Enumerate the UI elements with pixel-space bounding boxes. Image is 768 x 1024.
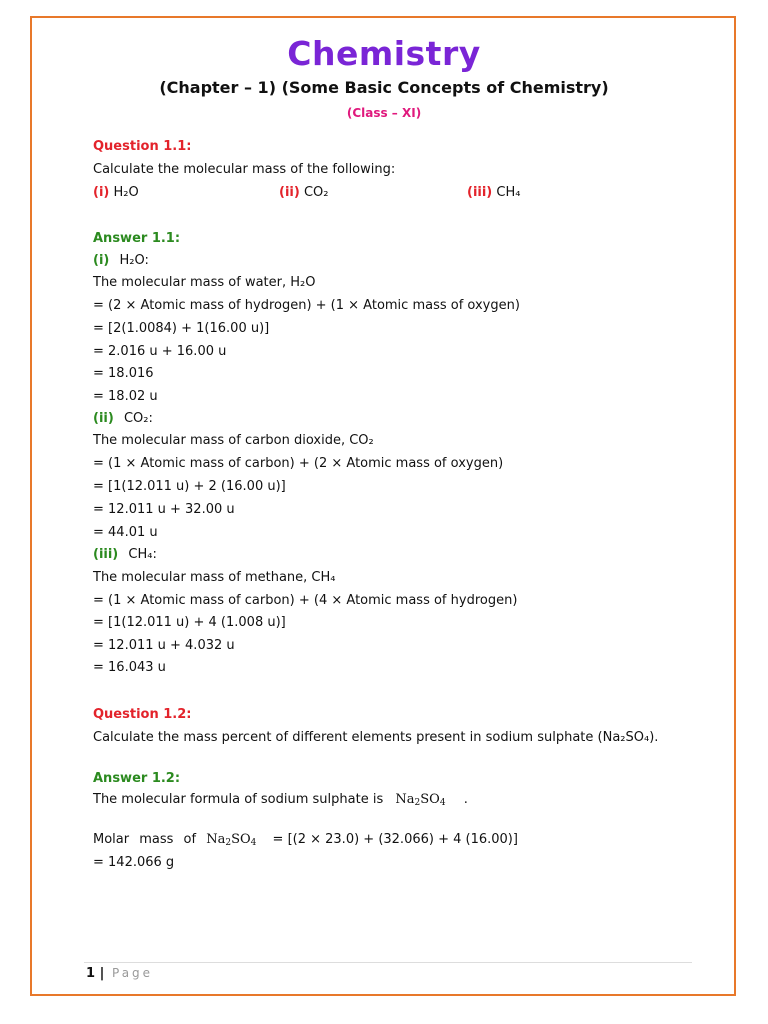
answer-line: = 44.01 u	[93, 525, 158, 540]
part-label: (i)	[93, 253, 110, 268]
answer-part-iii-heading	[93, 547, 157, 562]
answer-line: The molecular mass of water, H₂O	[93, 275, 316, 290]
answer-1-1-heading: Answer 1.1:	[93, 231, 181, 246]
item-formula: CO₂	[303, 185, 329, 200]
answer-line: The molecular mass of methane, CH₄	[93, 570, 336, 585]
item-formula: H₂O	[113, 185, 139, 200]
molar-expression: = [(2 × 23.0) + (32.066) + 4 (16.00)]	[272, 832, 518, 847]
formula-end: .	[463, 792, 468, 807]
page-number: 1 |	[86, 966, 105, 981]
part-label: (ii)	[93, 411, 114, 426]
answer-line: = (1 × Atomic mass of carbon) + (4 × Atomic mass of hydrogen)	[93, 593, 518, 608]
answer-line: = 12.011 u + 4.032 u	[93, 638, 235, 653]
item-label: (i)	[93, 185, 110, 200]
item-label: (ii)	[279, 185, 300, 200]
question-1-1-item-1	[93, 185, 139, 200]
answer-line: = [2(1.0084) + 1(16.00 u)]	[93, 321, 270, 336]
part-formula: CH₄:	[128, 547, 157, 562]
class-label: (Class – XI)	[346, 106, 422, 120]
item-label: (iii)	[467, 185, 493, 200]
answer-line: = 18.016	[93, 366, 154, 381]
molar-label: Molar mass of	[93, 832, 197, 847]
part-label: (iii)	[93, 547, 119, 562]
page-word: Page	[112, 966, 154, 980]
molar-mass-line	[93, 832, 518, 848]
chapter-subtitle: (Chapter – 1) (Some Basic Concepts of Chemistry)	[159, 78, 609, 97]
answer-line: = (1 × Atomic mass of carbon) + (2 × Atomic mass of oxygen)	[93, 456, 504, 471]
question-1-2-prompt: Calculate the mass percent of different elements present in sodium sulphate (Na₂SO₄).	[93, 730, 659, 745]
molar-result: = 142.066 g	[93, 855, 175, 870]
answer-line: = [1(12.011 u) + 4 (1.008 u)]	[93, 615, 286, 630]
answer-1-2-heading: Answer 1.2:	[93, 771, 181, 786]
answer-line: = 18.02 u	[93, 389, 158, 404]
answer-line: = 2.016 u + 16.00 u	[93, 344, 227, 359]
part-formula: CO₂:	[123, 411, 153, 426]
page-title: Chemistry	[287, 34, 481, 73]
answer-line: = (2 × Atomic mass of hydrogen) + (1 × Atomic mass of oxygen)	[93, 298, 520, 313]
part-formula: H₂O:	[119, 253, 149, 268]
sodium-sulphate-formula: $Na_2SO_4$	[206, 832, 257, 848]
sodium-sulphate-formula: $Na_2SO_4$	[395, 792, 446, 808]
question-1-1-prompt: Calculate the molecular mass of the following:	[93, 162, 396, 177]
answer-line: = [1(12.011 u) + 2 (16.00 u)]	[93, 479, 286, 494]
answer-part-ii-heading	[93, 411, 153, 426]
item-formula: CH₄	[496, 185, 521, 200]
question-1-2-heading: Question 1.2:	[93, 707, 192, 722]
answer-part-i-heading	[93, 253, 149, 268]
question-1-1-item-2	[279, 185, 328, 200]
answer-line: = 12.011 u + 32.00 u	[93, 502, 235, 517]
answer-line: = 16.043 u	[93, 660, 166, 675]
answer-line: The molecular mass of carbon dioxide, CO₂	[93, 433, 374, 448]
formula-intro: The molecular formula of sodium sulphate is	[93, 792, 384, 807]
formula-line	[93, 792, 468, 808]
footer-divider	[84, 962, 692, 963]
question-1-1-heading: Question 1.1:	[93, 139, 192, 154]
question-1-1-item-3	[467, 185, 520, 200]
